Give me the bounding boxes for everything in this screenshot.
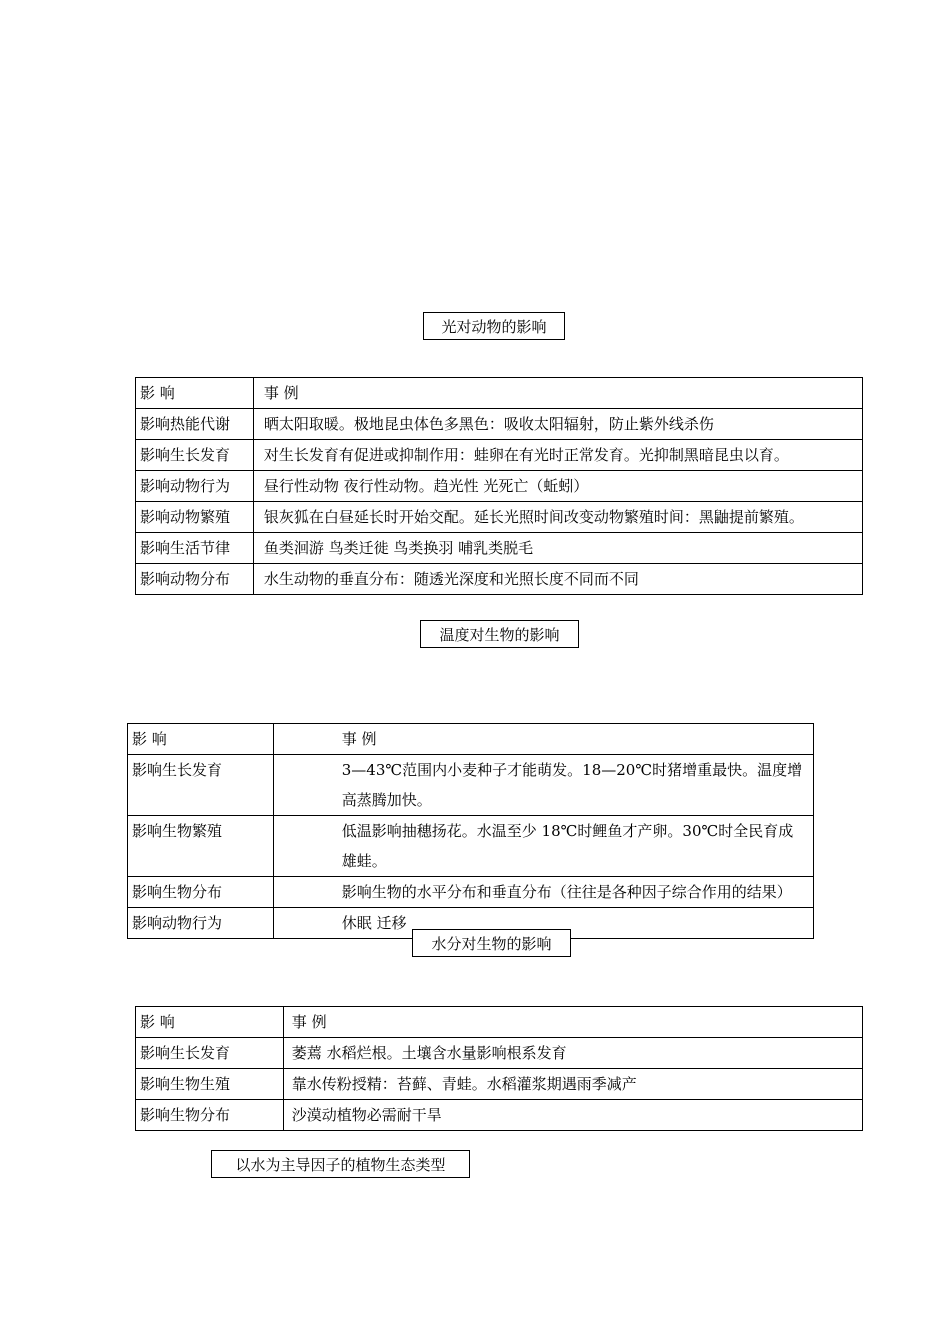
example-cell: 低温影响抽穗扬花。水温至少 18℃时鲤鱼才产卵。30℃时全民育成雄蛙。 xyxy=(273,816,813,877)
table-row xyxy=(136,564,863,595)
header-cell: 事 例 xyxy=(273,724,813,755)
effect-cell: 影响动物繁殖 xyxy=(136,502,254,533)
effect-cell: 影响生物繁殖 xyxy=(128,816,274,877)
example-cell: 昼行性动物 夜行性动物。趋光性 光死亡（蚯蚓） xyxy=(253,471,862,502)
section4-title: 以水为主导因子的植物生态类型 xyxy=(211,1150,470,1178)
example-cell: 银灰狐在白昼延长时开始交配。延长光照时间改变动物繁殖时间：黑鼬提前繁殖。 xyxy=(253,502,862,533)
table-row xyxy=(136,1038,863,1069)
effect-cell: 影响生物分布 xyxy=(136,1100,284,1131)
table-row xyxy=(128,877,814,908)
water-effects-table xyxy=(135,1006,863,1131)
example-cell: 对生长发育有促进或抑制作用：蛙卵在有光时正常发育。光抑制黑暗昆虫以育。 xyxy=(253,440,862,471)
effect-cell: 影响生活节律 xyxy=(136,533,254,564)
example-cell: 靠水传粉授精：苔藓、青蛙。水稻灌浆期遇雨季减产 xyxy=(283,1069,862,1100)
section2-title: 温度对生物的影响 xyxy=(420,620,579,648)
table-row xyxy=(136,440,863,471)
effect-cell: 影响生物生殖 xyxy=(136,1069,284,1100)
example-cell: 3—43℃范围内小麦种子才能萌发。18—20℃时猪增重最快。温度增高蒸腾加快。 xyxy=(273,755,813,816)
effect-cell: 影响动物行为 xyxy=(128,908,274,939)
temperature-effects-table xyxy=(127,723,814,939)
header-cell: 影 响 xyxy=(136,378,254,409)
table-row xyxy=(128,816,814,877)
example-cell: 鱼类洄游 鸟类迁徙 鸟类换羽 哺乳类脱毛 xyxy=(253,533,862,564)
header-cell: 事 例 xyxy=(283,1007,862,1038)
effect-cell: 影响生长发育 xyxy=(128,755,274,816)
header-cell: 影 响 xyxy=(136,1007,284,1038)
effect-cell: 影响动物行为 xyxy=(136,471,254,502)
effect-cell: 影响生长发育 xyxy=(136,440,254,471)
table-row xyxy=(136,1100,863,1131)
table-header-row xyxy=(136,1007,863,1038)
effect-cell: 影响热能代谢 xyxy=(136,409,254,440)
example-cell: 萎蔫 水稻烂根。土壤含水量影响根系发育 xyxy=(283,1038,862,1069)
table-header-row xyxy=(136,378,863,409)
example-cell: 影响生物的水平分布和垂直分布（往往是各种因子综合作用的结果） xyxy=(273,877,813,908)
example-cell: 晒太阳取暖。极地昆虫体色多黑色：吸收太阳辐射，防止紫外线杀伤 xyxy=(253,409,862,440)
table-row xyxy=(136,471,863,502)
example-cell: 水生动物的垂直分布：随透光深度和光照长度不同而不同 xyxy=(253,564,862,595)
example-cell: 休眠 迁移 xyxy=(273,908,813,939)
table-row xyxy=(128,755,814,816)
effect-cell: 影响生长发育 xyxy=(136,1038,284,1069)
light-effects-table xyxy=(135,377,863,595)
header-cell: 事 例 xyxy=(253,378,862,409)
section1-title: 光对动物的影响 xyxy=(423,312,565,340)
table-row xyxy=(136,1069,863,1100)
table-row xyxy=(136,502,863,533)
effect-cell: 影响生物分布 xyxy=(128,877,274,908)
section3-title: 水分对生物的影响 xyxy=(412,929,571,957)
table-header-row xyxy=(128,724,814,755)
table-row xyxy=(136,533,863,564)
example-cell: 沙漠动植物必需耐干旱 xyxy=(283,1100,862,1131)
effect-cell: 影响动物分布 xyxy=(136,564,254,595)
header-cell: 影 响 xyxy=(128,724,274,755)
table-row xyxy=(136,409,863,440)
